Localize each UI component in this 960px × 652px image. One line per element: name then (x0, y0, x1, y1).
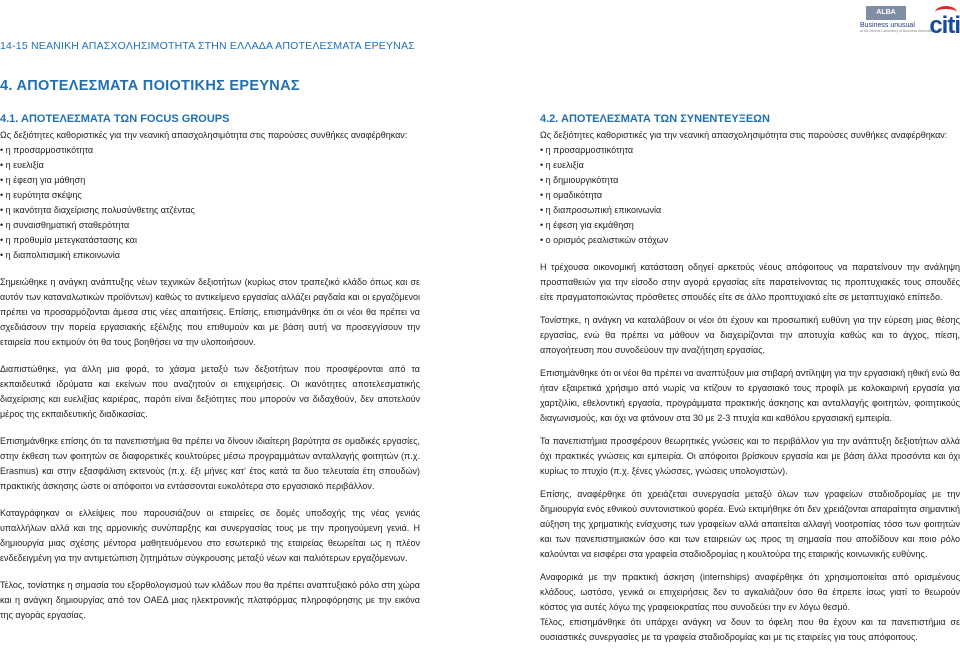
paragraph: Τέλος, τονίστηκε η σημασία του εξορθολογισμού των κλάδων που θα πρέπει αναπτυξιακό ρόλο στη χώρα και η ανάγκη δημιουργίας από τον ΟΑΕΔ μιας ηλεκτρονικής πλατφόρμας πληροφόρησης με την εικόνα της αγοράς εργασίας. (0, 580, 420, 620)
paragraph: Επισημάνθηκε ότι οι νέοι θα πρέπει να αναπτύξουν μια στιβαρή αντίληψη για την εργασιακή ηθική ενώ θα ήταν εξαιρετικά χρήσιμο από νωρίς να κτίζουν το εργασιακό τους προφίλ με καλοκαιρινή εργασία για χαρτζιλίκι, εθελοντική εργασία, προγράμματα πρακτικής άσκησης και ανταλλαγής φοιτητών, φοιτητικούς διαγωνισμούς, και όχι να φτάνουν στα 30 με 2-3 πτυχία και καθόλου εργασιακή εμπειρία. (540, 368, 960, 423)
list-item: • ο ορισμός ρεαλιστικών στόχων (540, 233, 960, 248)
paragraph: Επισημάνθηκε επίσης ότι τα πανεπιστήμια θα πρέπει να δίνουν ιδιαίτερη βαρύτητα σε ομαδικές εργασίες, στην έκθεση των φοιτητών σε διαφορετικές κουλτούρες μέσω προγραμμάτων ανταλλαγής φοιτητών (π.χ. Erasmus) και στην εξασφάλιση εκτενούς (π.χ. έξι μήνες κατ' έτος κατά τα δυο τελευταία έτη σπουδών) πρακτικής άσκησης ώστε οι απόφοιτοι να εντάσσονται ευκολότερα στο εργασιακό περιβάλλον. (0, 436, 420, 491)
running-header (0, 40, 415, 52)
section-title: 4. ΑΠΟΤΕΛΕΣΜΑΤΑ ΠΟΙΟΤΙΚΗΣ ΕΡΕΥΝΑΣ (0, 78, 300, 94)
interviews-title: 4.2. ΑΠΟΤΕΛΕΣΜΑΤΑ ΤΩΝ ΣΥΝΕΝΤΕΥΞΕΩΝ (540, 113, 770, 125)
paragraph: Καταγράφηκαν οι ελλείψεις που παρουσιάζουν οι εταιρείες σε δομές υποδοχής της νέας γενιάς υπαλλήλων αλλά και της αρμονικής συνύπαρξης και συνεργασίας τους με την προηγούμενη γενιά. Η δημιουργία μιας σχέσης μέντορα μαθητευόμενου στο εσωτερικό της εταιρείας θεωρείται ως η πλέον ενδεδειγμένη για την αντιμετώπιση ζητημάτων σύγκρουσης μεταξύ νέων και παλιότερων εργαζόμενων. (0, 508, 420, 563)
list-item: • η ευελιξία (0, 158, 420, 173)
citi-arc-icon (935, 6, 957, 19)
list-item: • η ικανότητα διαχείρισης πολυσύνθετης ατζέντας (0, 203, 420, 218)
list-item: • η ευρύτητα σκέψης (0, 188, 420, 203)
list-item: • η προσαρμοστικότητα (540, 143, 960, 158)
paragraph: Τέλος, επισημάνθηκε ότι υπάρχει ανάγκη να δουν το όφελη που θα έχουν και τα πανεπιστήμια σε ουσιαστικές συνεργασίες με τα γραφεία σταδιοδρομίας και με τις εταιρείες για τους απόφοιτους. (540, 617, 960, 642)
alba-subtitle: at the Athens Laboratory of Business Administration (860, 29, 941, 33)
left-column (0, 112, 420, 623)
list-item: • η έφεση για εκμάθηση (540, 218, 960, 233)
alba-logo (860, 6, 941, 46)
list-item: • η ομαδικότητα (540, 188, 960, 203)
focus-groups-title: 4.1. ΑΠΟΤΕΛΕΣΜΑΤΑ ΤΩΝ FOCUS GROUPS (0, 113, 230, 125)
list-item: • η ευελιξία (540, 158, 960, 173)
logos (860, 6, 960, 46)
list-item: • η δημιουργικότητα (540, 173, 960, 188)
paragraph: Αναφορικά με την πρακτική άσκηση (internships) αναφέρθηκε ότι χρησιμοποιείται από ορισμένους κλάδους, ωστόσο, γενικά οι επιχειρήσεις δεν το αγκαλιάζουν όσο θα έπρεπε ίσως γιατί το θεωρούν κόστος για αυτές λόγω της γραφειοκρατίας που συνοδεύει την εν λόγω θεσμό. (540, 572, 960, 612)
list-item: • η διαπολιτισμική επικοινωνία (0, 248, 420, 263)
paragraph: Η τρέχουσα οικονομική κατάσταση οδηγεί αρκετούς νέους απόφοιτους να παρατείνουν την ανάληψη προσπαθειών για την είσοδο στην αγορά εργασίας είτε παρατείνοντας τις προπτυχιακές τους σπουδές είτε πραγματοποιώντας πρόσθετες σπουδές είτε σε άλλο προπτυχιακό είτε σε μεταπτυχιακό επίπεδο. (540, 262, 960, 302)
page-number: 14-15 (0, 40, 28, 52)
list-item: • η προσαρμοστικότητα (0, 143, 420, 158)
right-column (540, 112, 960, 645)
paragraph: Επίσης, αναφέρθηκε ότι χρειάζεται συνεργασία μεταξύ όλων των γραφείων σταδιοδρομίας με την δημιουργία ενός εθνικού συντονιστικού φορέα. Ενώ εκτιμήθηκε ότι δεν χρειάζονται απαραίτητα σημαντική αύξηση της χρηματικής ενίσχυσης των γραφείων αλλά απαιτείται αλλαγή νοοτροπίας τόσο των φοιτητών και των πανεπιστημιακών όσο και των εταιρειών ως προς τη σημασία που αποδίδουν και ποιο ρόλο καλούνται να εισφέρει στα γραφεία σταδιοδρομίας η κουλτούρα της εταιρικής κοινωνικής ευθύνης. (540, 489, 960, 559)
interviews-skill-list (540, 143, 960, 248)
list-item: • η έφεση για μάθηση (0, 173, 420, 188)
focus-groups-intro: Ως δεξιότητες καθοριστικές για την νεανική απασχολησιμότητα στις παρούσες συνθήκες αναφέρθηκαν: (0, 130, 408, 140)
interviews-intro: Ως δεξιότητες καθοριστικές για την νεανική απασχολησιμότητα στις παρούσες συνθήκες αναφέρθηκαν: (540, 130, 948, 140)
alba-tagline: Business unusual (860, 22, 915, 29)
paragraph: Διαπιστώθηκε, για άλλη μια φορά, το χάσμα μεταξύ των δεξιοτήτων που προσφέρονται από τα εκπαιδευτικά ιδρύματα και εκείνων που αναζητούν οι επιχειρήσεις. Οι ικανότητες αποτελεσματικής διαχείρισης και ευελιξίας καριέρας, παρότι είναι δεξιότητες που μπορούν να διδαχθούν, δεν αποτελούν μέρος της εκπαιδευτικής διαδικασίας. (0, 364, 420, 419)
focus-groups-skill-list (0, 143, 420, 263)
paragraph: Τονίστηκε, η ανάγκη να καταλάβουν οι νέοι ότι έχουν και προσωπική ευθύνη για την εύρεση μιας θέσης εργασίας, ενώ θα πρέπει να μάθουν να διαχειρίζονται την αποτυχία καθώς και το άγχος, πίεση, απογοήτευση που συνοδεύουν την αναζήτηση εργασίας. (540, 315, 960, 355)
list-item: • η προθυμία μετεγκατάστασης και (0, 233, 420, 248)
paragraph: Σημειώθηκε η ανάγκη ανάπτυξης νέων τεχνικών δεξιοτήτων (κυρίως στον τραπεζικό κλάδο όπως και σε αυτόν των καταναλωτικών προϊόντων) καθώς το αντικείμενο εργασίας αλλάζει ραγδαία και οι εργαζόμενοι πρέπει να προσαρμόζονται άμεσα στις νέες απαιτήσεις. Επίσης, επισημάνθηκε ότι οι νέοι θα πρέπει να σχεδιάσουν την πορεία εργασιακής εξέλιξης που επιθυμούν και με βάση αυτή να προσεγγίσουν την εταιρεία που εκτιμούν ότι θα τους βοηθήσει να την υλοποιήσουν. (0, 277, 420, 347)
citi-logo-text: citi (929, 12, 960, 39)
citi-logo (929, 12, 960, 40)
alba-logo-mark: ALBA (866, 6, 906, 20)
list-item: • η συναισθηματική σταθερότητα (0, 218, 420, 233)
paragraph: Τα πανεπιστήμια προσφέρουν θεωρητικές γνώσεις και το περιβάλλον για την ανάπτυξη δεξιοτήτων αλλά όχι πρακτικές γνώσεις και εμπειρία. Οι απόφοιτοι βρίσκουν εργασία και με βάση άλλα προσόντα και όχι κυρίως το πτυχίο (π.χ. ξένες γλώσσες, γνώσεις υπολογιστών). (540, 436, 960, 476)
list-item: • η διαπροσωπική επικοινωνία (540, 203, 960, 218)
running-title: ΝΕΑΝΙΚΗ ΑΠΑΣΧΟΛΗΣΙΜΟΤΗΤΑ ΣΤΗΝ ΕΛΛΑΔΑ ΑΠΟΤΕΛΕΣΜΑΤΑ ΕΡΕΥΝΑΣ (30, 40, 415, 52)
